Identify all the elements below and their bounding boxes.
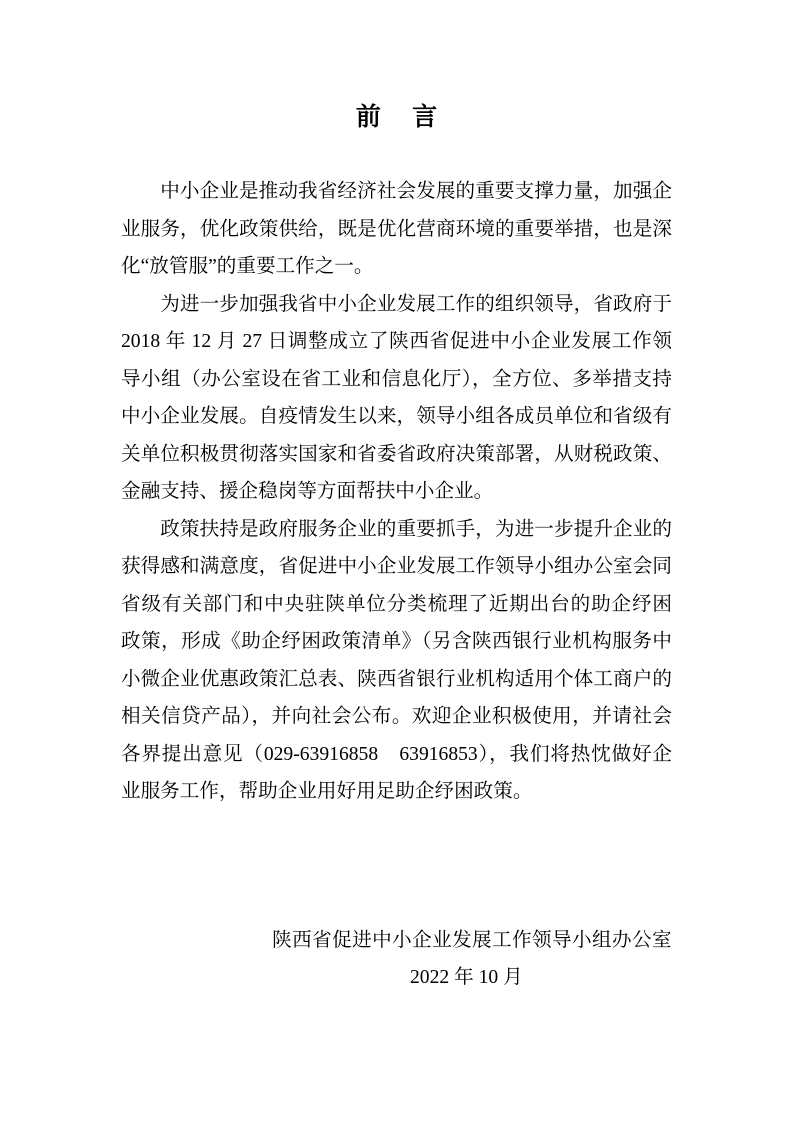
paragraph-line: 业服务工作，帮助企业用好用足助企纾困政策。 bbox=[121, 781, 533, 802]
paragraph-line: 中小企业是推动我省经济社会发展的重要支撑力量，加强企 bbox=[160, 181, 672, 202]
signature-date: 2022 年 10 月 bbox=[410, 967, 523, 988]
paragraph-line: 金融支持、援企稳岗等方面帮扶中小企业。 bbox=[121, 481, 494, 502]
paragraph-line: 省级有关部门和中央驻陕单位分类梳理了近期出台的助企纾困 bbox=[121, 593, 672, 615]
paragraph-line: 各界提出意见（029-63916858 63916853），我们将热忱做好企 bbox=[121, 743, 672, 765]
paragraph-line: 中小企业发展。自疫情发生以来，领导小组各成员单位和省级有 bbox=[121, 406, 672, 427]
paragraph-line: 相关信贷产品），并向社会公布。欢迎企业积极使用，并请社会 bbox=[121, 706, 672, 727]
page-title: 前 言 bbox=[355, 104, 450, 131]
paragraph-line: 获得感和满意度，省促进中小企业发展工作领导小组办公室会同 bbox=[121, 556, 672, 577]
paragraph-3 bbox=[121, 511, 672, 811]
document-body bbox=[121, 173, 672, 811]
paragraph-1 bbox=[121, 173, 672, 286]
paragraph-line: 2018 年 12 月 27 日调整成立了陕西省促进中小企业发展工作领 bbox=[121, 331, 672, 352]
paragraph-line: 小微企业优惠政策汇总表、陕西省银行业机构适用个体工商户的 bbox=[121, 668, 672, 690]
paragraph-line: 导小组（办公室设在省工业和信息化厅），全方位、多举措支持 bbox=[121, 368, 672, 390]
paragraph-line: 化“放管服”的重要工作之一。 bbox=[121, 256, 374, 277]
paragraph-line: 关单位积极贯彻落实国家和省委省政府决策部署，从财税政策、 bbox=[121, 443, 672, 465]
paragraph-2 bbox=[121, 286, 672, 511]
paragraph-line: 业服务，优化政策供给，既是优化营商环境的重要举措，也是深 bbox=[121, 218, 672, 240]
paragraph-line: 政策扶持是政府服务企业的重要抓手，为进一步提升企业的 bbox=[160, 518, 672, 540]
signature-organization: 陕西省促进中小企业发展工作领导小组办公室 bbox=[272, 930, 672, 951]
paragraph-line: 为进一步加强我省中小企业发展工作的组织领导，省政府于 bbox=[160, 293, 672, 315]
paragraph-line: 政策，形成《助企纾困政策清单》（另含陕西银行业机构服务中 bbox=[121, 631, 672, 652]
